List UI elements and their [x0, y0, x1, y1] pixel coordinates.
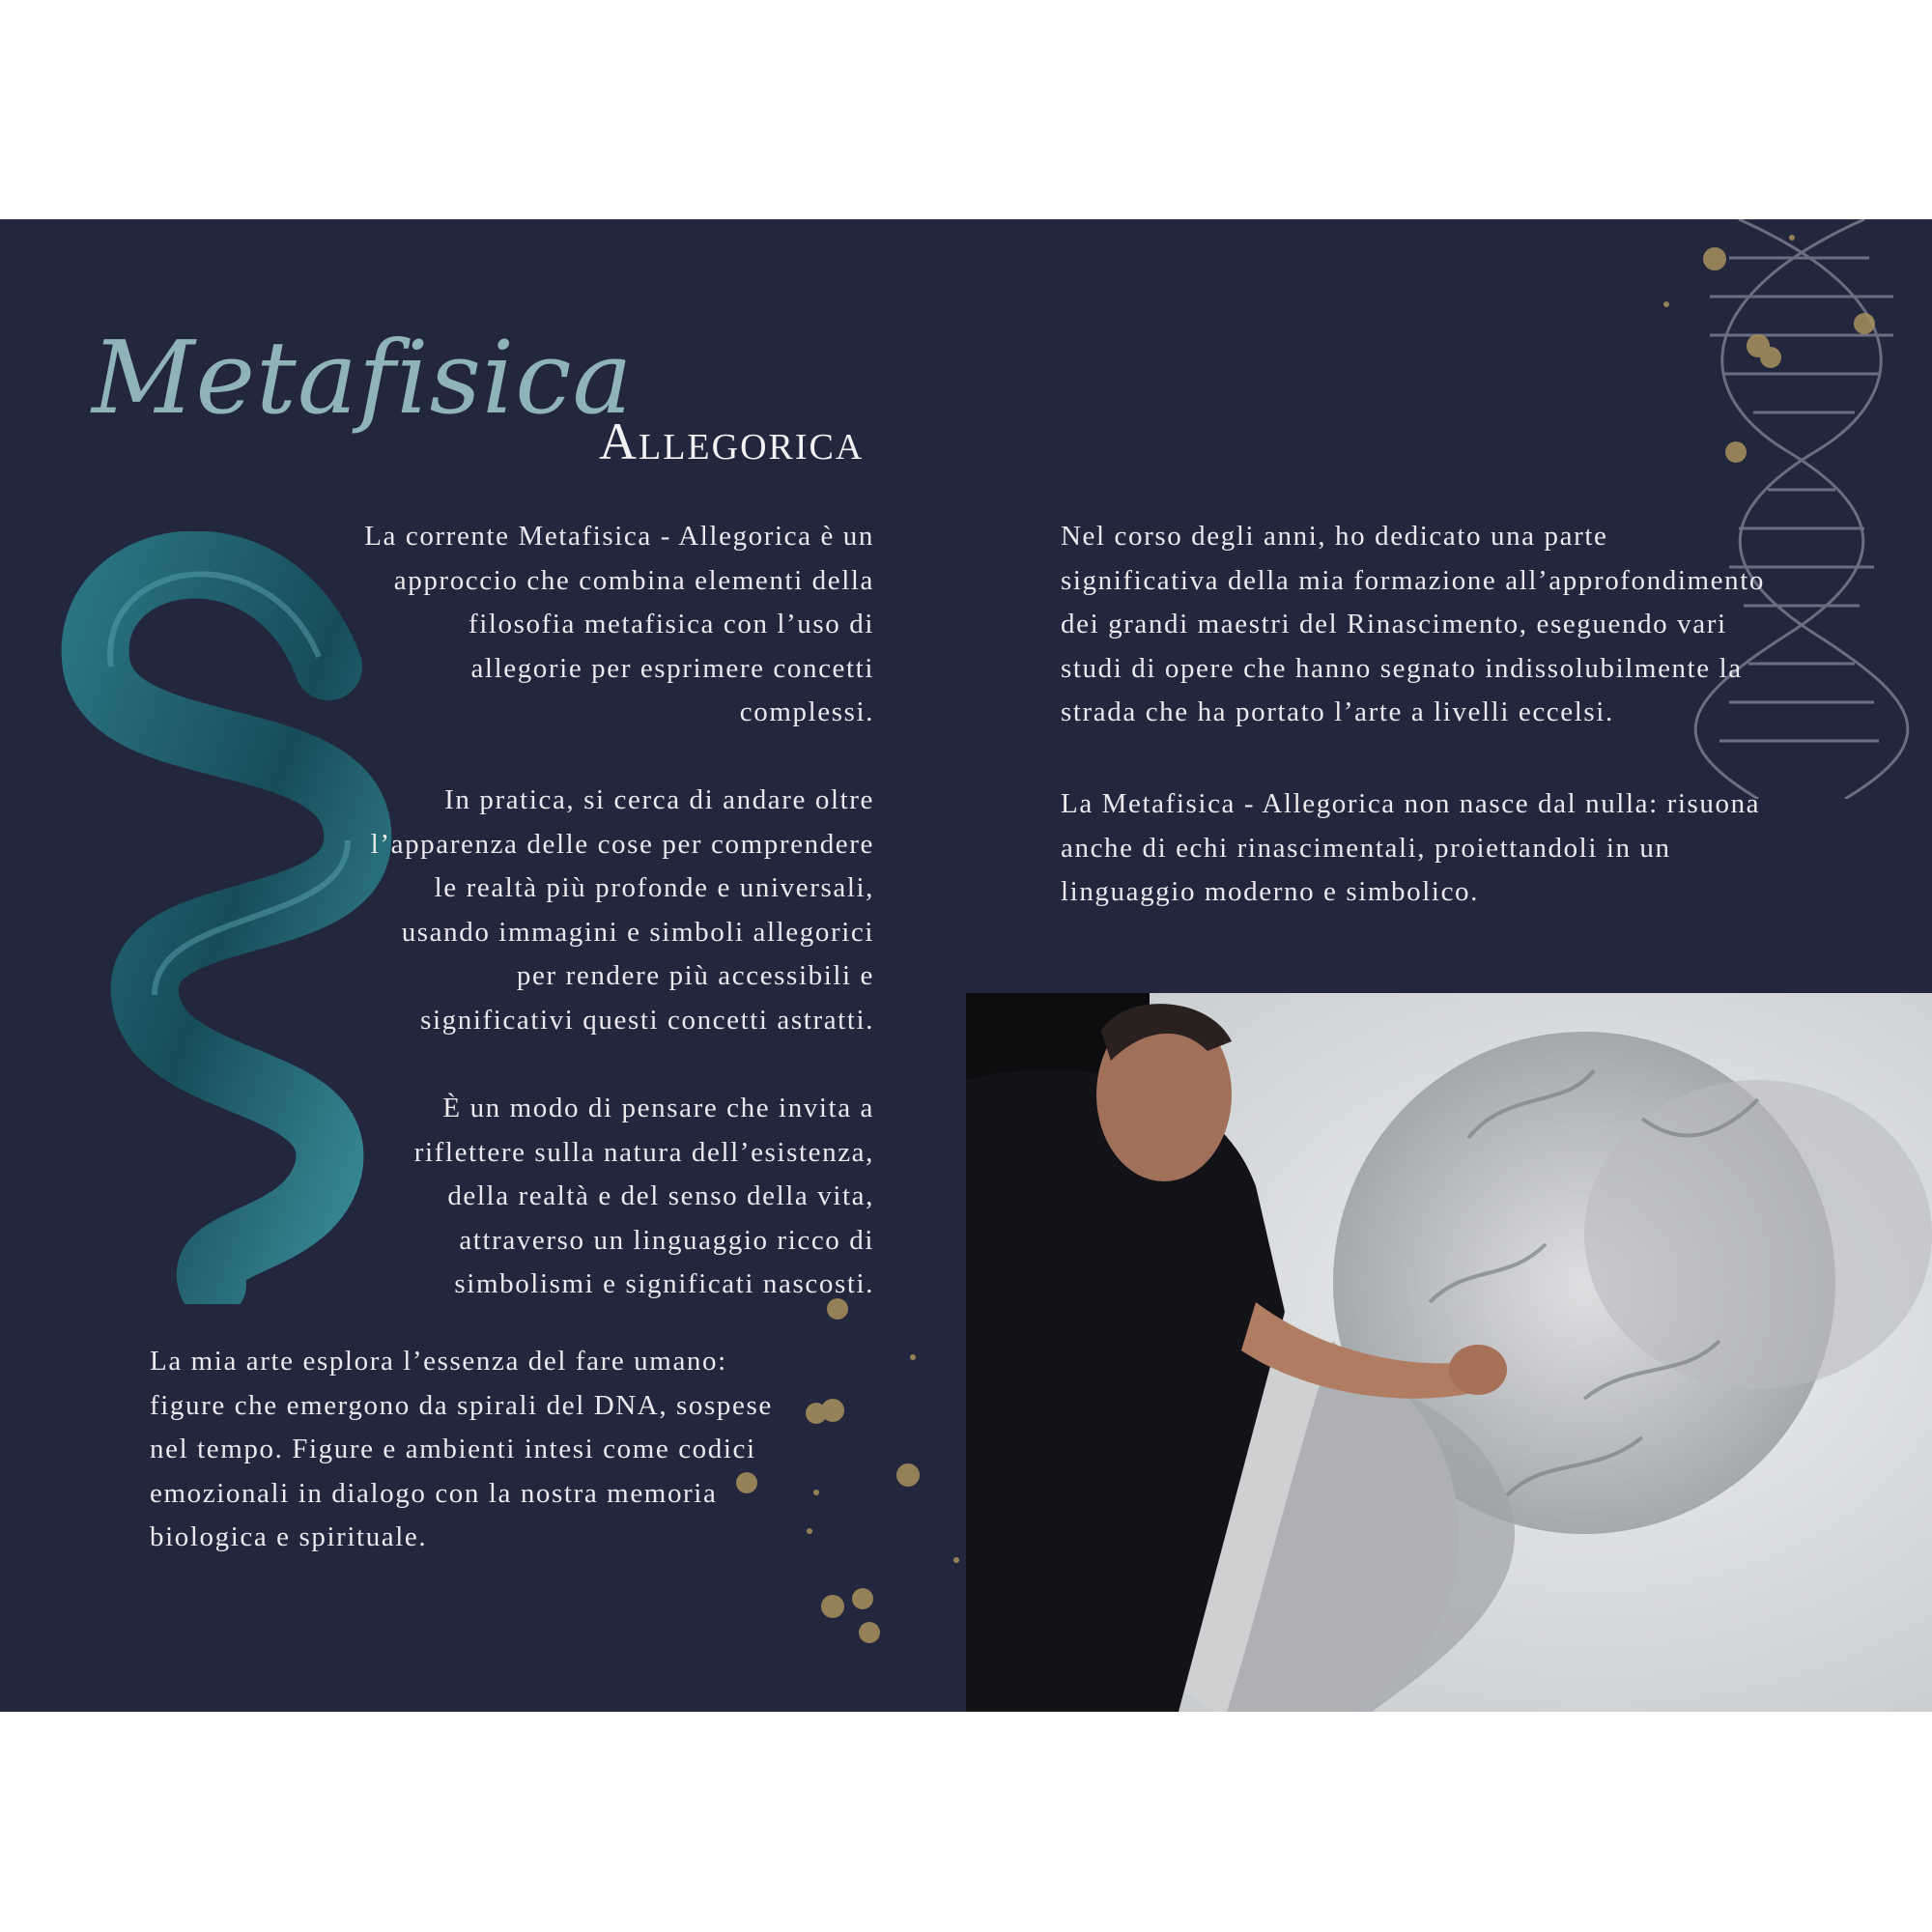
right-paragraph-2: La Metafisica - Allegorica non nasce dal nulla: risuona anche di echi rinascimentali, proiettandoli in un linguaggio moderno e simbolico. — [1061, 788, 1761, 907]
left-paragraph-4: La mia arte esplora l’essenza del fare umano: figure che emergono da spirali del DNA, sospese nel tempo. Figure e ambienti intesi come codici emozionali in dialogo con la nostra memoria biologica e spirituale. — [150, 1346, 773, 1552]
left-paragraph-1: La corrente Metafisica - Allegorica è un approccio che combina elementi della filosofia metafisica con l’uso di allegorie per esprimere concetti complessi. — [364, 521, 874, 727]
title-script: Metafisica — [92, 319, 634, 437]
right-paragraph-1: Nel corso degli anni, ho dedicato una parte significativa della mia formazione all’approfondimento dei grandi maestri del Rinascimento, eseguendo vari studi di opere che hanno segnato indissolubilmente la strada che ha portato l’arte a livelli eccelsi. — [1061, 521, 1766, 727]
left-paragraph-2: In pratica, si cerca di andare oltre l’apparenza delle cose per comprendere le realtà più profonde e universali, usando immagini e simboli allegorici per rendere più accessibili e significativi questi concetti astratti. — [370, 784, 874, 1036]
title-caps: Allegorica — [599, 412, 865, 470]
left-paragraph-3: È un modo di pensare che invita a riflettere sulla natura dell’esistenza, della realtà e del senso della vita, attraverso un linguaggio ricco di simbolismi e significati nascosti. — [413, 1093, 874, 1299]
artist-at-work-photo — [966, 993, 1932, 1712]
